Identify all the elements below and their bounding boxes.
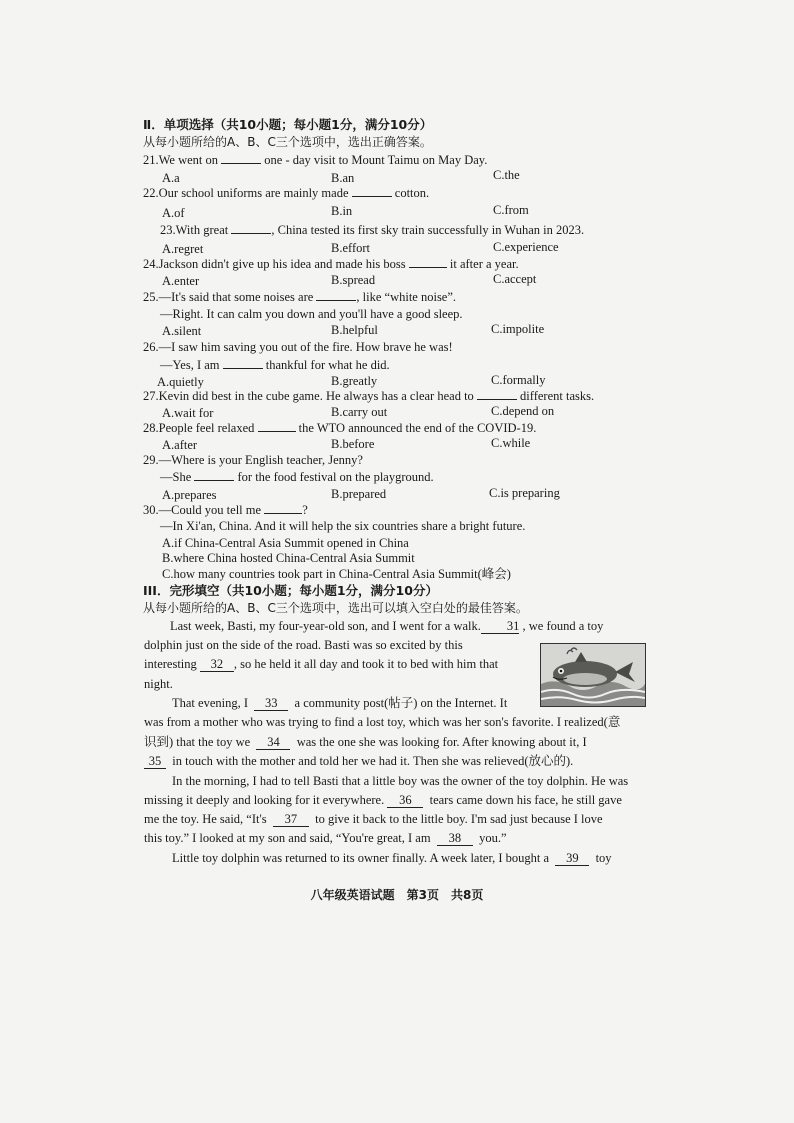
option-c: C.how many countries took part in China-Central Asia Summit(峰会) — [162, 567, 511, 581]
option-c: C.while — [491, 436, 531, 450]
passage-line: missing it deeply and looking for it everywhere. 36 tears came down his face, he still gave — [144, 793, 622, 807]
question-29: 29.—Where is your English teacher, Jenny? — [143, 453, 363, 467]
passage-line: this toy.” I looked at my son and said, “You're great, I am 38 you.” — [144, 831, 507, 845]
passage-line: me the toy. He said, “It's 37 to give it back to the little boy. I'm sad just because I love — [144, 812, 603, 826]
option-b: B.helpful — [331, 323, 378, 337]
option-a: A.enter — [162, 274, 200, 288]
answer-blank — [194, 469, 234, 481]
passage-paragraph-3: In the morning, I had to tell Basti that a little boy was the owner of the toy dolphin. He was — [172, 774, 629, 788]
passage-paragraph-4: Little toy dolphin was returned to its owner finally. A week later, I bought a 39 toy — [172, 851, 612, 865]
option-a: A.wait for — [162, 406, 214, 420]
question-26: 26.—I saw him saving you out of the fire. How brave he was! — [143, 340, 453, 354]
option-b: B.an — [331, 171, 355, 185]
cloze-blank-33: 33 — [254, 696, 288, 711]
toy-dolphin-picture — [540, 643, 646, 707]
cloze-blank-37: 37 — [273, 812, 309, 827]
page-footer: 八年级英语试题 第3页 共8页 — [310, 888, 484, 902]
option-a: A.prepares — [162, 488, 217, 502]
answer-blank — [221, 152, 261, 164]
option-a: A.quietly — [157, 375, 204, 389]
answer-blank — [223, 357, 263, 369]
section-3-heading: III．完形填空（共10小题；每小题1分，满分10分） — [143, 583, 438, 598]
option-c: C.accept — [493, 272, 537, 286]
option-a: A.of — [162, 206, 185, 220]
option-c: C.depend on — [491, 404, 555, 418]
passage-line: dolphin just on the side of the road. Basti was so excited by this — [144, 638, 463, 652]
option-a: A.a — [162, 171, 180, 185]
cloze-blank-32: 32 — [200, 657, 234, 672]
option-a: A.silent — [162, 324, 202, 338]
answer-blank — [352, 185, 392, 197]
option-b: B.in — [331, 204, 353, 218]
question-24: 24.Jackson didn't give up his idea and made his boss it after a year. — [143, 257, 519, 271]
option-c: C.impolite — [491, 322, 545, 336]
question-29-reply: —She for the food festival on the playground. — [160, 470, 434, 484]
cloze-blank-34: 34 — [256, 735, 290, 750]
answer-blank — [264, 502, 302, 514]
question-27: 27.Kevin did best in the cube game. He always has a clear head to different tasks. — [143, 389, 595, 403]
section-3-instruction: 从每小题所给的A、B、C三个选项中，选出可以填入空白处的最佳答案。 — [143, 601, 528, 615]
option-b: B.greatly — [331, 374, 378, 388]
option-c: C.the — [493, 168, 520, 182]
cloze-blank-38: 38 — [437, 831, 473, 846]
passage-paragraph-2: That evening, I 33 a community post(帖子) on the Internet. It — [172, 696, 508, 710]
option-b: B.effort — [331, 241, 370, 255]
cloze-blank-39: 39 — [555, 851, 589, 866]
dolphin-illustration — [541, 644, 645, 706]
option-b: B.prepared — [331, 487, 387, 501]
question-23: 23.With great , China tested its first sky train successfully in Wuhan in 2023. — [160, 223, 585, 237]
section-2-heading: Ⅱ．单项选择（共10小题；每小题1分，满分10分） — [143, 117, 433, 132]
section-2-instruction: 从每小题所给的A、B、C三个选项中，选出正确答案。 — [143, 135, 432, 149]
option-c: C.formally — [491, 373, 546, 387]
answer-blank — [316, 289, 356, 301]
question-30: 30.—Could you tell me ? — [143, 503, 308, 517]
cloze-blank-35: 35 — [144, 754, 166, 769]
answer-blank — [409, 256, 447, 268]
question-28: 28.People feel relaxed the WTO announced the end of the COVID-19. — [143, 421, 537, 435]
passage-line: 35 in touch with the mother and told her we had it. Then she was relieved(放心的). — [144, 753, 573, 769]
option-b: B.carry out — [331, 405, 388, 419]
passage-line: was from a mother who was trying to find a lost toy, which was her son's favorite. I realized(意 — [144, 715, 621, 729]
option-b: B.before — [331, 437, 375, 451]
option-a: A.regret — [162, 242, 204, 256]
question-22: 22.Our school uniforms are mainly made cotton. — [143, 186, 430, 200]
option-a: A.if China-Central Asia Summit opened in China — [162, 536, 409, 550]
option-c: C.is preparing — [489, 486, 560, 500]
question-30-reply: —In Xi'an, China. And it will help the six countries share a bright future. — [160, 519, 526, 533]
answer-blank — [258, 420, 296, 432]
passage-line: night. — [144, 677, 173, 691]
passage-paragraph-1: Last week, Basti, my four-year-old son, and I went for a walk. 31 , we found a toy — [170, 619, 604, 633]
passage-line: 识到) that the toy we 34 was the one she was looking for. After knowing about it, I — [144, 735, 587, 749]
passage-line-tail: , we found a toy — [522, 619, 604, 633]
question-21: 21.We went on one - day visit to Mount Taimu on May Day. — [143, 153, 488, 167]
question-25-reply: —Right. It can calm you down and you'll have a good sleep. — [160, 307, 463, 321]
option-b: B.spread — [331, 273, 376, 287]
passage-line: interesting 32 , so he held it all day and took it to bed with him that — [144, 657, 499, 671]
cloze-blank-36: 36 — [387, 793, 423, 808]
option-c: C.experience — [493, 240, 559, 254]
option-c: C.from — [493, 203, 529, 217]
question-26-reply: —Yes, I am thankful for what he did. — [160, 358, 390, 372]
option-b: B.where China hosted China-Central Asia Summit — [162, 551, 415, 565]
question-25: 25.—It's said that some noises are , like “white noise”. — [143, 290, 457, 304]
answer-blank — [231, 222, 271, 234]
cloze-blank-31: 31 — [481, 619, 520, 634]
option-a: A.after — [162, 438, 198, 452]
answer-blank — [477, 388, 517, 400]
